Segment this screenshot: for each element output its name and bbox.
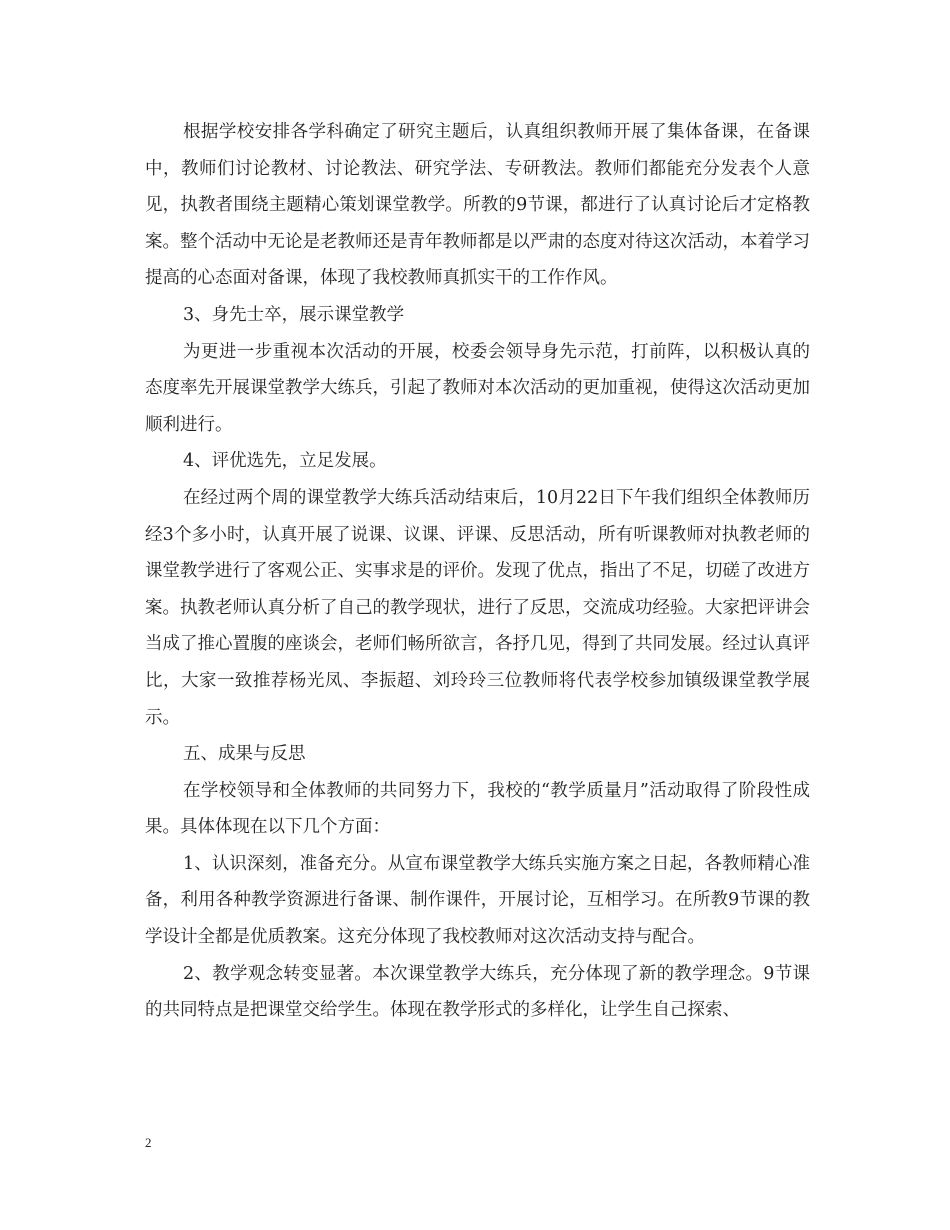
paragraph-collective-lesson-prep: 根据学校安排各学科确定了研究主题后，认真组织教师开展了集体备课，在备课中，教师们讨论教材、讨论教法、研究学法、专研教法。教师们都能充分发表个人意见，执教者围绕主题精心策划课堂教学。所教的9节课，都进行了认真讨论后才定格教案。整个活动中无论是老教师还是青年教师都是以严肃的态度对待这次活动，本着学习提高的心态面对备课，体现了我校教师真抓实干的工作作风。 bbox=[145, 122, 810, 289]
paragraph-result-preparation: 1、认识深刻，准备充分。从宣布课堂教学大练兵实施方案之日起，各教师精心准备，利用各种教学资源进行备课、制作课件，开展讨论，互相学习。在所教9节课的教学设计全都是优质教案。这充分体现了我校教师对这次活动支持与配合。 bbox=[145, 853, 810, 948]
heading-results-reflection: 五、成果与反思 bbox=[183, 744, 306, 765]
page-number: 2 bbox=[145, 1135, 152, 1150]
paragraph-leadership-demo: 为更进一步重视本次活动的开展，校委会领导身先示范，打前阵，以积极认真的态度率先开展课堂教学大练兵，引起了教师对本次活动的更加重视，使得这次活动更加顺利进行。 bbox=[145, 341, 810, 435]
paragraph-evaluation-activity: 在经过两个周的课堂教学大练兵活动结束后，10月22日下午我们组织全体教师历经3个多小时，认真开展了说课、议课、评课、反思活动，所有听课教师对执教老师的课堂教学进行了客观公正、实事求是的评价。发现了优点，指出了不足，切磋了改进方案。执教老师认真分析了自己的教学现状，进行了反思，交流成功经验。大家把评讲会当成了推心置腹的座谈会，老师们畅所欲言，各抒几见，得到了共同发展。经过认真评比，大家一致推荐杨光凤、李振超、刘玲玲三位教师将代表学校参加镇级课堂教学展示。 bbox=[145, 487, 810, 728]
heading-lead-by-example: 3、身先士卒，展示课堂教学 bbox=[183, 304, 405, 325]
paragraph-results-intro: 在学校领导和全体教师的共同努力下，我校的“教学质量月”活动取得了阶段性成果。具体体现在以下几个方面： bbox=[145, 780, 810, 838]
heading-evaluation: 4、评优选先，立足发展。 bbox=[183, 451, 387, 472]
paragraph-result-teaching-concept: 2、教学观念转变显著。本次课堂教学大练兵，充分体现了新的教学理念。9节课的共同特点是把课堂交给学生。体现在教学形式的多样化，让学生自己探索、 bbox=[145, 963, 810, 1021]
document-body bbox=[145, 114, 810, 1029]
